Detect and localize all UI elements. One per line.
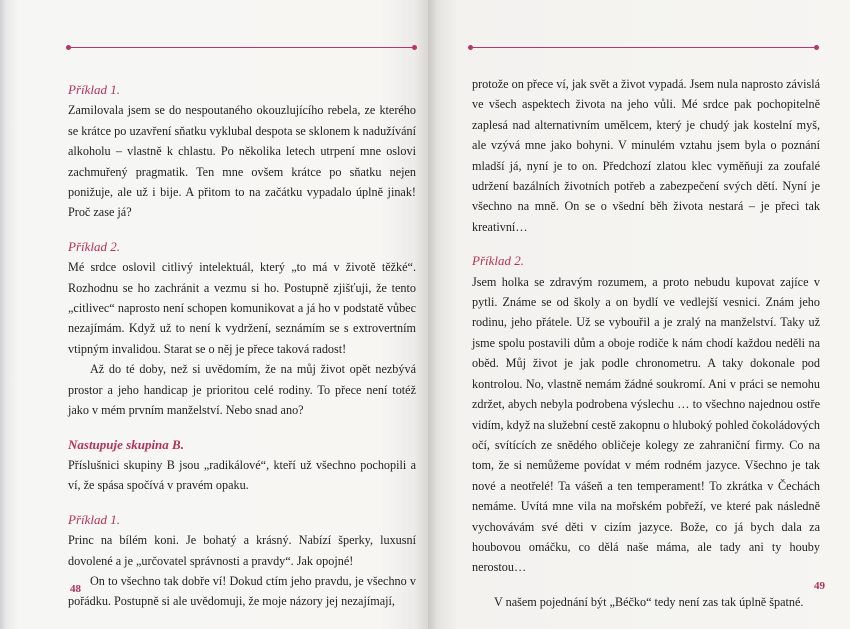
example-heading: Příklad 2. (472, 253, 524, 269)
paragraph: Až do té doby, než si uvědomím, že na můj život opět nezbývá prostor a jeho handicap je prioritou celé rodiny. To přece není totéž jako v mém prvním manželství. Nebo snad ano? (68, 362, 416, 418)
page-number: 49 (814, 580, 825, 592)
right-page-text (472, 74, 820, 612)
paragraph: Princ na bílém koni. Je bohatý a krásný. Nabízí šperky, luxusní dovolené a je „určovatel správnosti a pravdy“. Jak opojné! (68, 533, 416, 568)
paragraph: Mé srdce oslovil citlivý intelektuál, který „to má v životě těžké“. Rozhodnu se ho zachránit a vezmu si ho. Postupně zjišťuji, že tento „citlivec“ naprosto není schopen komunikovat a já ho v podstatě vůbec nezajímám. Když už to není k vydržení, seznámím se s extrovertním vtipným invalidou. Starat se o něj je přece taková radost! (68, 260, 416, 356)
paragraph: Příslušnici skupiny B jsou „radikálové“, kteří už všechno pochopili a ví, že spása spočívá v pravém opaku. (68, 457, 416, 493)
example-heading: Příklad 2. (68, 238, 120, 254)
right-page (428, 0, 850, 629)
section-heading: Nastupuje skupina B. (68, 436, 184, 452)
paragraph: Jsem holka se zdravým rozumem, a proto nebudu kupovat zajíce v pytli. Známe se od školy a on bydlí ve vedlejší vesnici. Znám jeho rodinu, jeho přátele. Už se vybouřil a je zralý na manželství. Taky už jsme spolu postavili dům a oboje rodiče k nám chodí každou neděli na oběd. Můj život je jak podle chronometru. A taky dokonale pod kontrolou. No, vlastně nemám žádné soukromí. Ani v práci se nemohu zdržet, abych nebyla podrobena výslechu … to všechno najednou ostře vidím, když na služební cestě zakopnu o hluboký pohled čokoládových očí, svítících ze snědého obličeje kolegy ze zahraniční firmy. Co na tom, že si nemůžeme povídat v mém rodném jazyce. Všechno je tak nové a neotřelé! Ta vášeň a ten temperament! To zkrátka v Čechách nemáme. Uvítá mne vila na mořském pobřeží, ve které pak následně vychovávám své děti v cizím jazyce. Bože, co já bych dala za houbovou omáčku, co dělá naše máma, ale tady ani ty houby nerostou… (472, 274, 820, 575)
header-rule (68, 47, 415, 48)
header-rule (470, 47, 817, 48)
left-page-text (68, 80, 416, 612)
example-heading: Příklad 1. (68, 511, 120, 527)
paragraph: Zamilovala jsem se do nespoutaného okouzlujícího rebela, ze kterého se krátce po uzavření sňatku vyklubal despota se sklonem k nadužívání alkoholu – vlastně k chlastu. Po několika letech utrpení mne oslovi zachmuřený pragmatik. Ten mne ovšem krátce po sňatku nejen ponižuje, ale už i bije. A přitom to na začátku vypadalo úplně jinak! Proč zase já? (68, 103, 416, 220)
paragraph: protože on přece ví, jak svět a život vypadá. Jsem nula naprosto závislá ve všech aspektech života na jeho vůli. Mé srdce pak pochopitelně zaplesá nad alternativním umělcem, který je chudý jak kostelní myš, ale vzývá mne jako bohyni. V minulém vztahu jsem byla o poznání mladší já, nyní je to on. Předchozí zlatou klec vyměňuji za zoufalé udržení bazálních životních potřeb a zabezpečení svých dětí. Nyní je všechno na mně. On se o všední běh života nestará – je přeci tak kreativní… (472, 77, 820, 234)
example-heading: Příklad 1. (68, 82, 120, 97)
paragraph: V našem pojednání být „Béčko“ tedy není zas tak úplně špatné. (494, 594, 804, 609)
page-number: 48 (70, 583, 81, 595)
paragraph: On to všechno tak dobře ví! Dokud ctím jeho pravdu, je všechno v pořádku. Postupně si ale uvědomuji, že moje názory jej nezajímají, (68, 573, 416, 609)
